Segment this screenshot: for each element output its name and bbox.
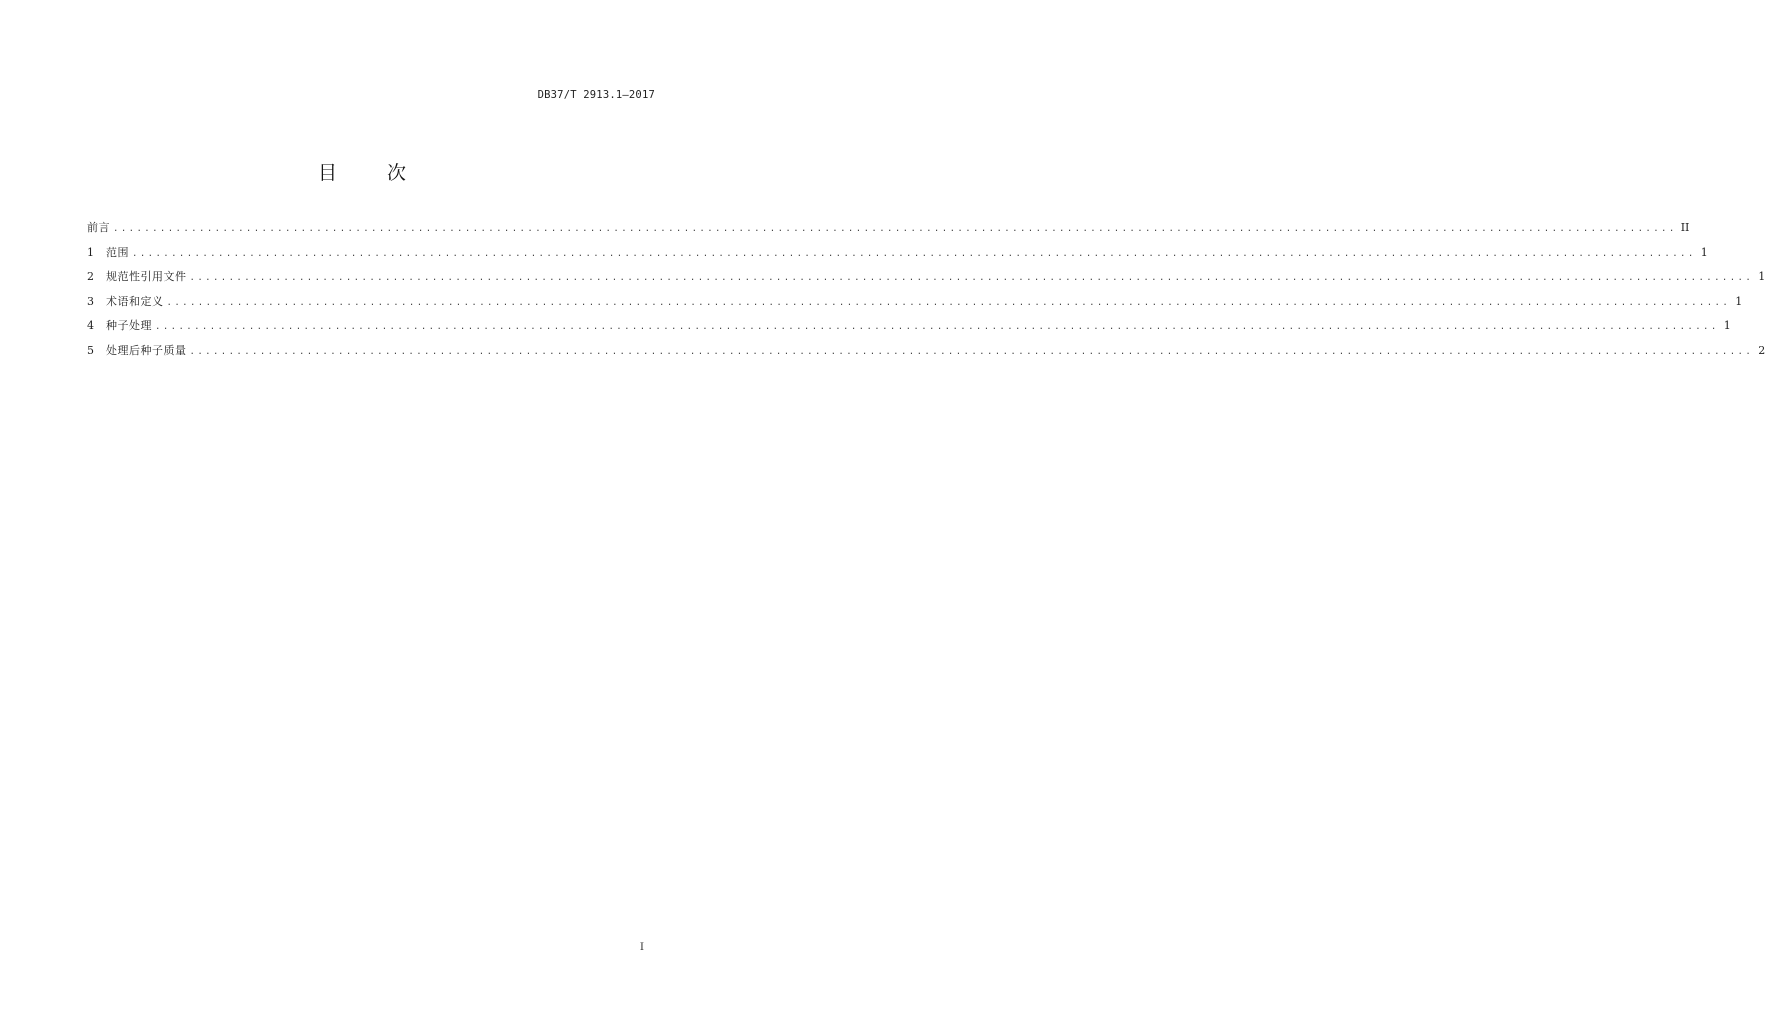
toc-entry-page: 1 [1735, 294, 1743, 308]
toc-entry-number: 4 [87, 319, 94, 333]
toc-entry-label: 术语和定义 [106, 294, 164, 308]
toc-dot-leader: ........................................................................................................................................................................................................ [132, 248, 1696, 259]
toc-entry-page: II [1680, 221, 1690, 234]
document-code: DB37/T 2913.1—2017 [537, 89, 655, 101]
toc-entry-label: 规范性引用文件 [106, 270, 187, 284]
toc-entry-foreword[interactable] [87, 219, 1690, 244]
toc-dot-leader: ........................................................................................................................................................................................................ [113, 224, 1677, 234]
toc-dot-leader: ........................................................................................................................................................................................................ [155, 322, 1719, 333]
toc-entry-page: 1 [1758, 270, 1765, 284]
toc-entry-label: 种子处理 [106, 319, 152, 333]
toc-entry-number: 1 [87, 245, 94, 259]
toc-entry-normative-references[interactable] [87, 268, 1765, 293]
toc-entry-number: 2 [87, 270, 94, 284]
toc-entry-label: 前言 [87, 221, 110, 234]
toc-entry-seed-quality[interactable] [87, 342, 1765, 367]
toc-dot-leader: ........................................................................................................................................................................................................ [166, 297, 1731, 308]
toc-entry-label: 处理后种子质量 [106, 343, 187, 357]
table-of-contents [87, 219, 1765, 367]
toc-entry-label: 范围 [106, 245, 129, 259]
toc-entry-page: 1 [1723, 319, 1731, 333]
toc-entry-number: 5 [87, 343, 94, 357]
toc-entry-number: 3 [87, 294, 94, 308]
toc-entry-page: 1 [1700, 245, 1708, 259]
toc-title: 目 次 [317, 162, 429, 184]
toc-entry-scope[interactable] [87, 244, 1708, 269]
toc-entry-page: 2 [1758, 343, 1765, 357]
toc-entry-terms-definitions[interactable] [87, 293, 1743, 318]
page-number: I [639, 941, 644, 953]
toc-dot-leader: ........................................................................................................................................................................................................ [189, 273, 1754, 284]
toc-entry-seed-treatment[interactable] [87, 317, 1731, 342]
toc-dot-leader: ........................................................................................................................................................................................................ [189, 346, 1754, 357]
